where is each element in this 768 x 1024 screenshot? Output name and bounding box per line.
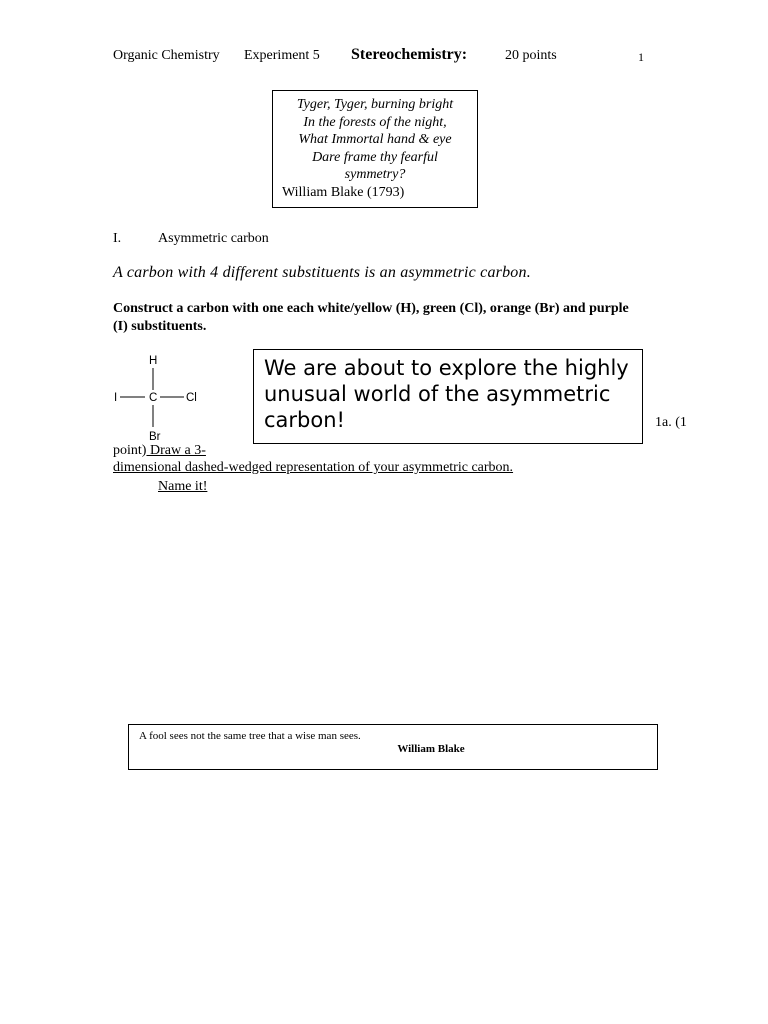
instruction-text: Construct a carbon with one each white/yellow (H), green (Cl), orange (Br) and purple (I) substituents. <box>113 301 629 334</box>
question-number: 1a. (1 <box>655 415 687 430</box>
atom-right-label: Cl <box>186 392 197 404</box>
question-prompt-start: Draw a 3- <box>146 443 206 458</box>
definition-text: A carbon with 4 different substituents is an asymmetric carbon. <box>113 264 531 281</box>
header-course: Organic Chemistry <box>113 48 220 63</box>
atom-bottom-label: Br <box>149 431 161 443</box>
atom-left-label: I <box>114 392 118 404</box>
quote-author: William Blake <box>397 743 465 755</box>
quote-box <box>128 724 658 770</box>
poem-line: What Immortal hand & eye <box>298 132 452 147</box>
poem-line: Tyger, Tyger, burning bright <box>296 97 454 112</box>
page-number: 1 <box>638 50 644 64</box>
header-experiment: Experiment 5 <box>244 48 320 63</box>
molecule-diagram <box>108 350 218 444</box>
section-title: Asymmetric carbon <box>158 231 269 246</box>
poem-line: In the forests of the night, <box>303 114 447 130</box>
question-points-label: point) <box>113 443 147 458</box>
header-topic: Stereochemistry: <box>351 46 468 63</box>
question-line-1 <box>113 443 206 459</box>
header-points: 20 points <box>505 48 557 63</box>
poem-box <box>272 90 478 208</box>
callout-box: We are about to explore the highly unusual world of the asymmetric carbon! <box>253 349 643 444</box>
poem-author: William Blake (1793) <box>282 184 405 200</box>
poem-line: symmetry? <box>344 167 406 182</box>
quote-text: A fool sees not the same tree that a wise man sees. <box>139 730 361 742</box>
question-line-2: dimensional dashed-wedged representation of your asymmetric carbon. <box>113 460 514 475</box>
atom-top-label: H <box>149 355 158 367</box>
poem-line: Dare frame thy fearful <box>312 149 438 165</box>
question-line-3: Name it! <box>158 479 208 494</box>
atom-center-label: C <box>149 392 158 404</box>
section-number: I. <box>113 231 122 246</box>
